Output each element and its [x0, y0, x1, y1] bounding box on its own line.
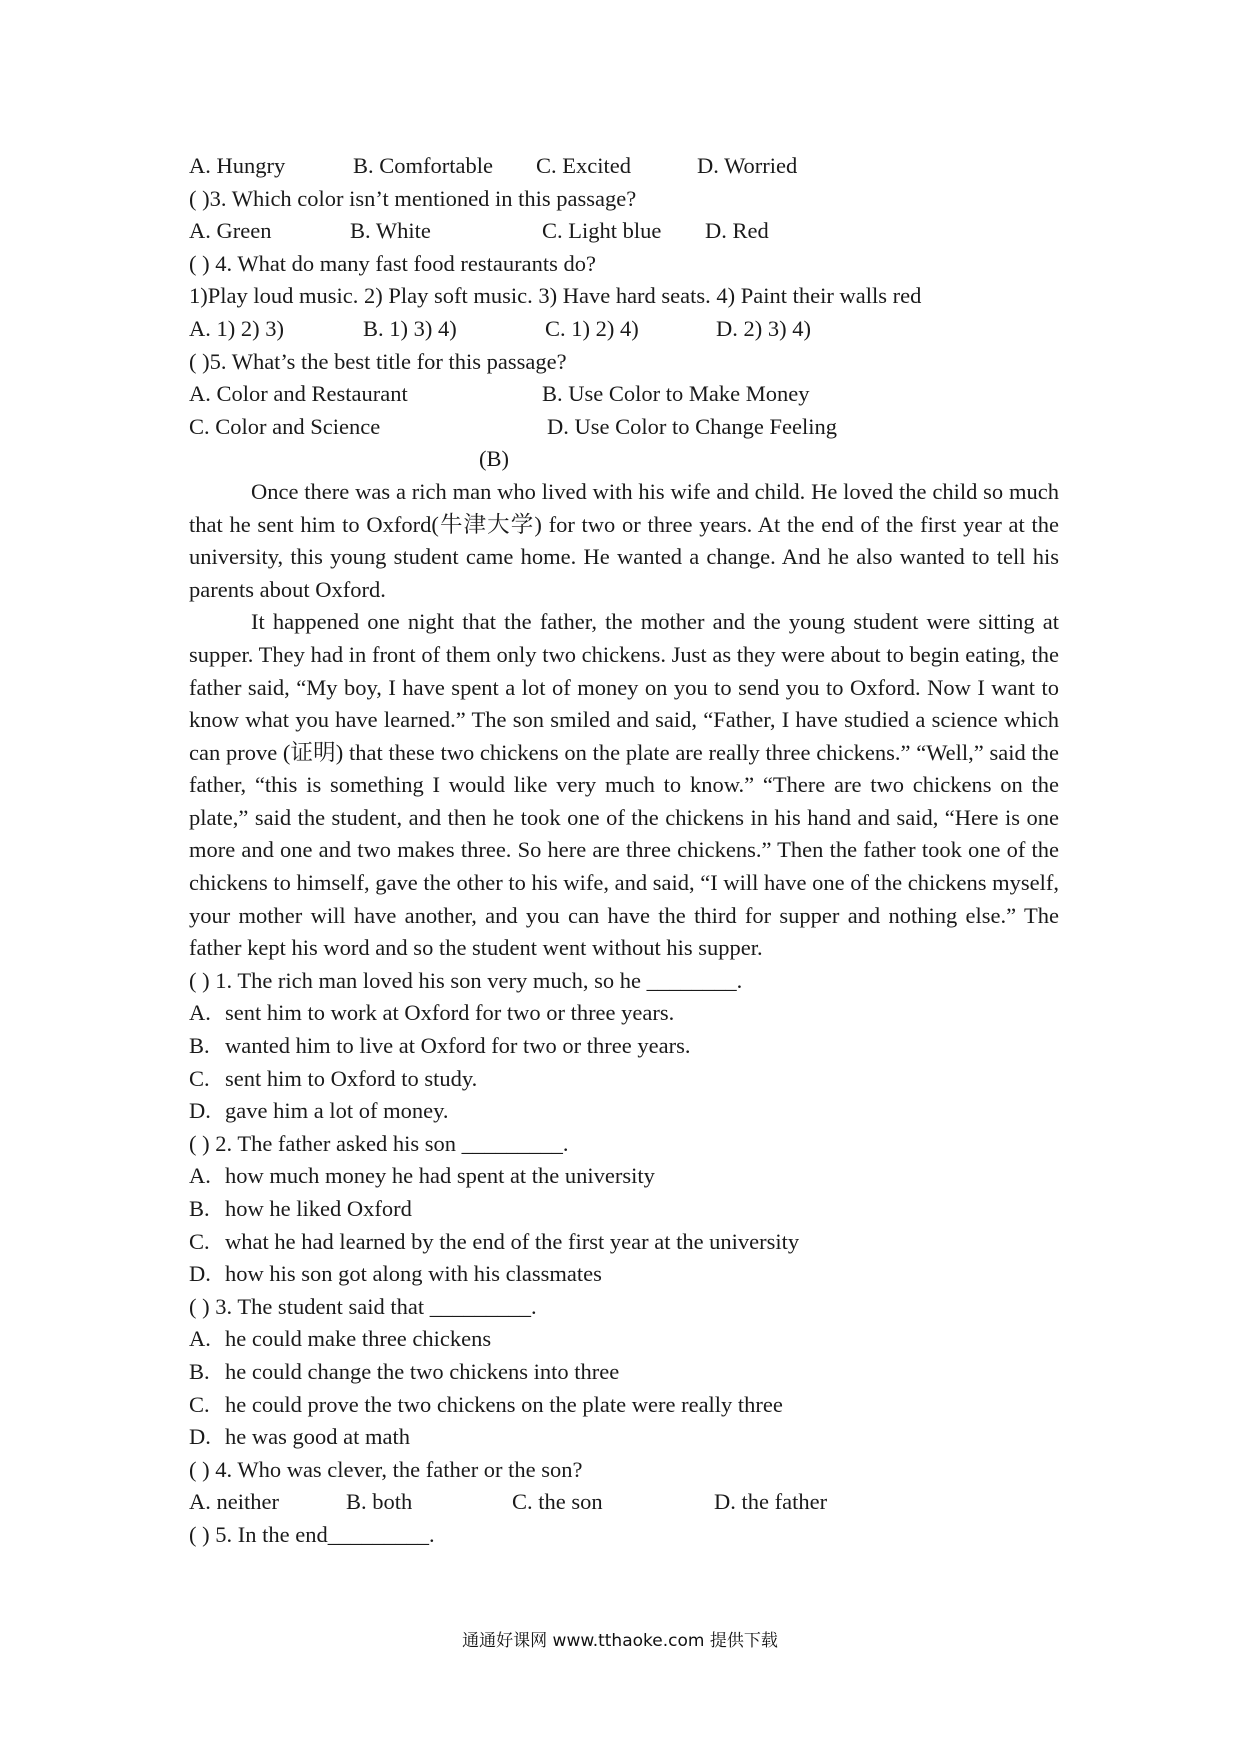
option-d: D. Worried: [697, 153, 798, 178]
option-d: [189, 1421, 1059, 1454]
option-b: [189, 1356, 1059, 1389]
option-c: C. 1) 2) 4): [545, 315, 639, 341]
option-letter: C.: [189, 1228, 210, 1254]
q5-options-row-1: [189, 378, 1059, 411]
b-question-5: ( ) 5. In the end_________.: [189, 1521, 435, 1547]
question-4: ( ) 4. What do many fast food restaurants do?: [189, 250, 596, 276]
b-question-2: ( ) 2. The father asked his son _________.: [189, 1130, 569, 1156]
option-d: [189, 1095, 1059, 1128]
option-text: wanted him to live at Oxford for two or three years.: [225, 1033, 691, 1059]
option-a: [189, 997, 1059, 1030]
q4-options-row: [189, 313, 1059, 346]
option-letter: C.: [189, 1065, 210, 1091]
option-c: C. Excited: [536, 153, 631, 178]
option-letter: A.: [189, 1163, 211, 1189]
b-question-1: ( ) 1. The rich man loved his son very much, so he ________.: [189, 967, 743, 993]
option-a: A. Color and Restaurant: [189, 381, 408, 407]
option-b: B. both: [346, 1489, 413, 1515]
worksheet-page: [189, 150, 1059, 1552]
option-c: [189, 1063, 1059, 1096]
question-3: ( )3. Which color isn’t mentioned in this passage?: [189, 185, 637, 211]
option-b: [189, 1193, 1059, 1226]
option-b: B. Use Color to Make Money: [542, 381, 810, 407]
passage-paragraph-1: Once there was a rich man who lived with his wife and child. He loved the child so much that he sent him to Oxford(牛津大学) for two or three years. At the end of the first year at the university, this young student came home. He wanted a change. And he also wanted to tell his parents about Oxford.: [189, 478, 1059, 602]
option-d: [189, 1258, 1059, 1291]
section-b-heading: (B): [479, 446, 509, 472]
reading-passage: [189, 476, 1059, 965]
option-letter: B.: [189, 1358, 210, 1384]
option-b: [189, 1030, 1059, 1063]
option-a: A. 1) 2) 3): [189, 315, 284, 341]
option-letter: B.: [189, 1196, 210, 1221]
option-d: D. the father: [714, 1489, 828, 1515]
option-text: how he liked Oxford: [225, 1196, 412, 1221]
option-a: A. Hungry: [189, 153, 286, 178]
option-b: B. Comfortable: [353, 153, 493, 178]
option-letter: A.: [189, 1326, 211, 1352]
option-c: [189, 1389, 1059, 1422]
option-c: [189, 1226, 1059, 1259]
b-question-4: ( ) 4. Who was clever, the father or the son?: [189, 1456, 583, 1482]
option-letter: D.: [189, 1424, 211, 1450]
option-text: sent him to Oxford to study.: [225, 1065, 478, 1091]
question-5: ( )5. What’s the best title for this passage?: [189, 348, 567, 374]
option-text: how much money he had spent at the university: [225, 1163, 655, 1189]
option-text: he was good at math: [225, 1424, 410, 1450]
option-d: D. Red: [705, 218, 769, 244]
page-footer: 通通好课网 www.tthaoke.com 提供下载: [462, 1631, 778, 1651]
option-c: C. Light blue: [542, 218, 662, 244]
question-4-statements: 1)Play loud music. 2) Play soft music. 3) Have hard seats. 4) Paint their walls red: [189, 283, 922, 309]
option-text: sent him to work at Oxford for two or three years.: [225, 1000, 675, 1026]
option-c: C. Color and Science: [189, 413, 381, 439]
option-letter: D.: [189, 1098, 211, 1124]
q3-options-row: [189, 215, 1059, 248]
option-d: D. 2) 3) 4): [716, 315, 811, 341]
option-a: [189, 1323, 1059, 1356]
q2-options-row: [189, 150, 1059, 183]
b-question-3: ( ) 3. The student said that _________.: [189, 1293, 537, 1319]
option-letter: C.: [189, 1391, 210, 1417]
option-b: B. White: [350, 218, 431, 244]
passage-paragraph-2: It happened one night that the father, the mother and the young student were sitting at supper. They had in front of them only two chickens. Just as they were about to begin eating, the father said, “My boy, I have spent a lot of money on you to send you to Oxford. Now I want to know what you have learned.” The son smiled and said, “Father, I have studied a science which can prove (证明) that these two chickens on the plate are really three chickens.” “Well,” said the father, “this is something I would like very much to know.” “There are two chickens on the plate,” said the student, and then he took one of the chickens in his hand and said, “Here is one more and one and two makes three. So here are three chickens.” Then the father took one of the chickens to himself, gave the other to his wife, and said, “I will have one of the chickens myself, your mother will have another, and you can have the third for supper and nothing else.” The father kept his word and so the student went without his supper.: [189, 609, 1059, 961]
option-a: A. neither: [189, 1489, 279, 1515]
option-text: he could make three chickens: [225, 1326, 492, 1352]
option-letter: D.: [189, 1261, 211, 1287]
b-q4-options-row: [189, 1486, 1059, 1519]
option-a: [189, 1160, 1059, 1193]
option-text: how his son got along with his classmates: [225, 1261, 602, 1287]
option-a: A. Green: [189, 218, 272, 244]
option-letter: A.: [189, 1000, 211, 1026]
option-text: he could change the two chickens into three: [225, 1358, 620, 1384]
option-d: D. Use Color to Change Feeling: [547, 413, 837, 439]
option-letter: B.: [189, 1033, 210, 1059]
option-b: B. 1) 3) 4): [363, 315, 457, 341]
option-text: gave him a lot of money.: [225, 1098, 449, 1124]
option-text: what he had learned by the end of the first year at the university: [225, 1228, 800, 1254]
option-text: he could prove the two chickens on the plate were really three: [225, 1391, 783, 1417]
q5-options-row-2: [189, 411, 1059, 444]
option-c: C. the son: [512, 1489, 603, 1515]
